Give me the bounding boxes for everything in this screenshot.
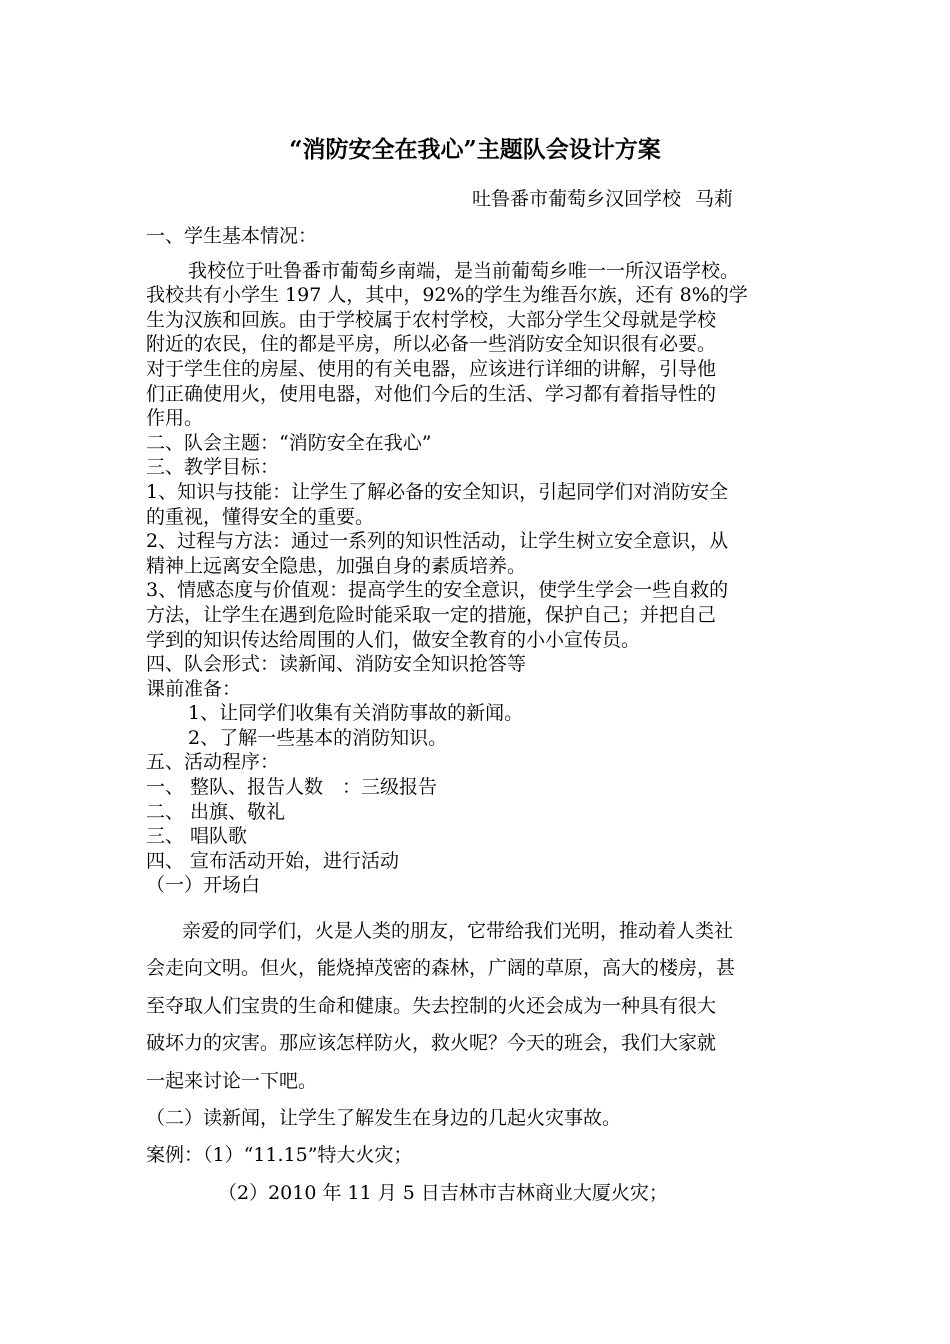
paragraph-line: 一起来讨论一下吧。 <box>146 1069 318 1092</box>
case-line: （2）2010 年 11 月 5 日吉林市吉林商业大厦火灾； <box>218 1181 668 1204</box>
section-heading: 一、学生基本情况： <box>146 225 318 247</box>
prep-heading: 课前准备： <box>146 677 242 700</box>
news-heading: （二）读新闻，让学生了解发生在身边的几起火灾事故。 <box>146 1106 622 1129</box>
paragraph-line: 至夺取人们宝贵的生命和健康。失去控制的火还会成为一种具有很大 <box>146 994 717 1017</box>
goal-line: 2、过程与方法：通过一系列的知识性活动，让学生树立安全意识，从 <box>146 530 729 553</box>
paragraph-line: 破坏力的灾害。那应该怎样防火，救火呢？今天的班会，我们大家就 <box>146 1032 717 1055</box>
author-line <box>472 185 733 213</box>
paragraph-line: 我校位于吐鲁番市葡萄乡南端，是当前葡萄乡唯一一所汉语学校。 <box>188 259 740 282</box>
document-title: “消防安全在我心”主题队会设计方案 <box>289 136 661 163</box>
paragraph-line: 亲爱的同学们，火是人类的朋友，它带给我们光明，推动着人类社 <box>182 920 734 942</box>
paragraph-line: 对于学生住的房屋、使用的有关电器，应该进行详细的讲解，引导他 <box>146 357 717 380</box>
goal-line: 学到的知识传达给周围的人们，做安全教育的小小宣传员。 <box>146 628 641 651</box>
basic-info-section <box>146 224 826 898</box>
section-heading: 二、队会主题：“消防安全在我心” <box>146 431 432 454</box>
step-item: 四、 宣布活动开始，进行活动 <box>146 849 400 872</box>
step-item: 三、 唱队歌 <box>146 825 248 848</box>
goal-line: 3、情感态度与价值观：提高学生的安全意识，使学生学会一些自救的 <box>146 579 729 602</box>
goal-line: 1、知识与技能：让学生了解必备的安全知识，引起同学们对消防安全 <box>146 480 729 503</box>
step-item: 二、 出旗、敬礼 <box>146 800 286 823</box>
paragraph-line: 我校共有小学生 197 人，其中，92%的学生为维吾尔族，还有 8%的学 <box>146 284 748 307</box>
opening-heading: （一）开场白 <box>146 874 261 897</box>
author-name: 马莉 <box>695 188 734 210</box>
prep-item: 1、让同学们收集有关消防事故的新闻。 <box>188 702 524 725</box>
paragraph-line: 生为汉族和回族。由于学校属于农村学校，大部分学生父母就是学校 <box>146 308 717 331</box>
goal-line: 的重视，懂得安全的重要。 <box>146 505 375 528</box>
case-line: 案例：（1）“11.15”特大火灾； <box>146 1144 413 1167</box>
prep-item: 2、了解一些基本的消防知识。 <box>188 726 448 749</box>
opening-section <box>146 913 826 1212</box>
paragraph-line: 作用。 <box>146 407 204 430</box>
step-item: 一、 整队、报告人数 ：三级报告 <box>146 776 438 799</box>
section-heading: 五、活动程序： <box>146 751 280 774</box>
paragraph-line: 会走向文明。但火，能烧掉茂密的森林，广阔的草原，高大的楼房，甚 <box>146 957 736 980</box>
paragraph-line: 附近的农民，住的都是平房，所以必备一些消防安全知识很有必要。 <box>146 333 717 356</box>
author-school: 吐鲁番市葡萄乡汉回学校 <box>472 188 682 210</box>
section-heading: 三、教学目标： <box>146 456 280 479</box>
goal-line: 方法，让学生在遇到危险时能采取一定的措施，保护自己；并把自己 <box>146 603 717 626</box>
paragraph-line: 们正确使用火，使用电器，对他们今后的生活、学习都有着指导性的 <box>146 382 717 405</box>
section-heading: 四、队会形式：读新闻、消防安全知识抢答等 <box>146 653 527 676</box>
goal-line: 精神上远离安全隐患，加强自身的素质培养。 <box>146 554 527 577</box>
